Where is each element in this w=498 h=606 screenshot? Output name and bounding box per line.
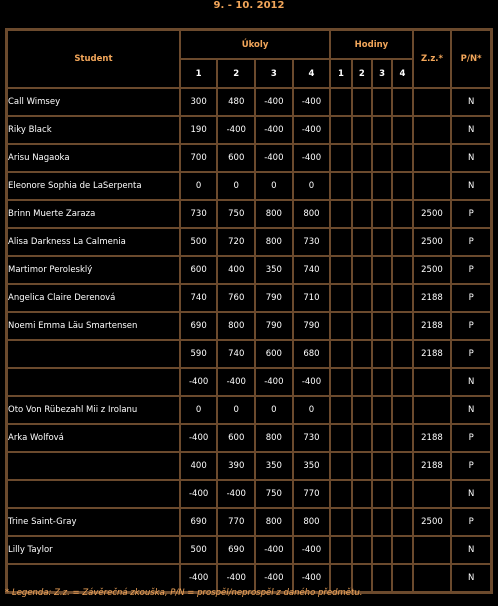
final-exam-cell: 2188 xyxy=(413,284,452,312)
ukol-score-cell: -400 xyxy=(293,536,331,564)
hodina-cell xyxy=(352,172,372,200)
ukol-score-cell: 500 xyxy=(180,536,218,564)
ukol-score-cell: 770 xyxy=(217,508,255,536)
hodina-cell xyxy=(372,480,392,508)
hodina-cell xyxy=(372,508,392,536)
hodina-cell xyxy=(330,312,351,340)
hodina-cell xyxy=(392,452,412,480)
hodina-cell xyxy=(330,480,351,508)
ukol-score-cell: 700 xyxy=(180,144,218,172)
ukol-score-cell: 730 xyxy=(293,228,331,256)
hodina-cell xyxy=(392,396,412,424)
ukol-score-cell: 790 xyxy=(293,312,331,340)
ukol-score-cell: -400 xyxy=(180,424,218,452)
ukol-score-cell: 750 xyxy=(255,480,293,508)
table-row xyxy=(7,452,491,480)
student-name-cell: Arka Wolfová xyxy=(7,424,180,452)
hodina-cell xyxy=(352,144,372,172)
ukol-score-cell: 300 xyxy=(180,88,218,116)
ukol-score-cell: 730 xyxy=(293,424,331,452)
legend-note: * Legenda: Z.z. = Závěrečná zkouška, P/N = prospěl/neprospěl z daného předmětu. xyxy=(5,588,363,598)
hodina-cell xyxy=(330,424,351,452)
hodina-cell xyxy=(392,564,412,592)
hodina-cell xyxy=(372,228,392,256)
ukol-score-cell: 680 xyxy=(293,340,331,368)
ukol-score-cell: -400 xyxy=(293,116,331,144)
hodina-cell xyxy=(352,256,372,284)
ukol-score-cell: 800 xyxy=(217,312,255,340)
ukol-score-cell: 600 xyxy=(255,340,293,368)
final-exam-cell xyxy=(413,368,452,396)
hodina-cell xyxy=(352,536,372,564)
final-exam-cell: 2188 xyxy=(413,452,452,480)
ukol-score-cell: 740 xyxy=(293,256,331,284)
student-name-cell xyxy=(7,452,180,480)
ukol-score-cell: 800 xyxy=(255,424,293,452)
ukol-score-cell: 740 xyxy=(217,340,255,368)
table-row xyxy=(7,228,491,256)
ukol-score-cell: -400 xyxy=(217,564,255,592)
final-exam-cell xyxy=(413,564,452,592)
hodina-cell xyxy=(352,368,372,396)
ukol-score-cell: 750 xyxy=(217,200,255,228)
ukol-score-cell: 0 xyxy=(217,172,255,200)
hodina-cell xyxy=(392,424,412,452)
hodina-cell xyxy=(330,228,351,256)
ukol-score-cell: 690 xyxy=(180,508,218,536)
ukol-score-cell: 390 xyxy=(217,452,255,480)
ukol-score-cell: 720 xyxy=(217,228,255,256)
ukol-score-cell: -400 xyxy=(255,88,293,116)
table-row xyxy=(7,172,491,200)
ukol-score-cell: 600 xyxy=(217,144,255,172)
ukoly-subheader: 1 xyxy=(180,59,218,88)
hodiny-subheader: 4 xyxy=(392,59,412,88)
ukol-score-cell: -400 xyxy=(255,536,293,564)
hodina-cell xyxy=(330,144,351,172)
hodina-cell xyxy=(330,396,351,424)
hodina-cell xyxy=(352,424,372,452)
hodina-cell xyxy=(352,228,372,256)
hodina-cell xyxy=(352,340,372,368)
hodina-cell xyxy=(372,116,392,144)
ukol-score-cell: 800 xyxy=(293,508,331,536)
final-exam-cell xyxy=(413,172,452,200)
pass-fail-cell: P xyxy=(451,424,491,452)
ukol-score-cell: 770 xyxy=(293,480,331,508)
table-row xyxy=(7,368,491,396)
ukol-score-cell: 760 xyxy=(217,284,255,312)
ukol-score-cell: 800 xyxy=(255,508,293,536)
student-name-cell: Riky Black xyxy=(7,116,180,144)
final-exam-cell: 2500 xyxy=(413,228,452,256)
pn-header: P/N* xyxy=(451,30,491,88)
ukol-score-cell: 790 xyxy=(255,312,293,340)
ukol-score-cell: 800 xyxy=(255,200,293,228)
hodina-cell xyxy=(392,144,412,172)
ukol-score-cell: 350 xyxy=(255,256,293,284)
hodina-cell xyxy=(392,536,412,564)
hodina-cell xyxy=(392,368,412,396)
student-name-cell: Call Wimsey xyxy=(7,88,180,116)
pass-fail-cell: P xyxy=(451,452,491,480)
hodiny-header: Hodiny xyxy=(330,30,412,59)
pass-fail-cell: N xyxy=(451,116,491,144)
hodina-cell xyxy=(352,88,372,116)
hodina-cell xyxy=(372,424,392,452)
hodina-cell xyxy=(330,116,351,144)
hodina-cell xyxy=(392,508,412,536)
hodina-cell xyxy=(352,452,372,480)
ukol-score-cell: 400 xyxy=(180,452,218,480)
table-row xyxy=(7,144,491,172)
ukol-score-cell: -400 xyxy=(255,116,293,144)
table-row xyxy=(7,284,491,312)
ukol-score-cell: -400 xyxy=(293,368,331,396)
ukol-score-cell: 0 xyxy=(293,396,331,424)
student-name-cell: Trine Saint-Gray xyxy=(7,508,180,536)
hodiny-subheader: 1 xyxy=(330,59,351,88)
ukol-score-cell: 0 xyxy=(293,172,331,200)
ukol-score-cell: 480 xyxy=(217,88,255,116)
hodiny-subheader: 3 xyxy=(372,59,392,88)
ukol-score-cell: -400 xyxy=(293,88,331,116)
ukoly-subheader: 2 xyxy=(217,59,255,88)
ukol-score-cell: 730 xyxy=(180,200,218,228)
hodina-cell xyxy=(392,228,412,256)
ukol-score-cell: -400 xyxy=(293,564,331,592)
grades-table xyxy=(5,28,493,594)
ukol-score-cell: 350 xyxy=(255,452,293,480)
ukoly-subheader: 3 xyxy=(255,59,293,88)
hodina-cell xyxy=(330,340,351,368)
hodina-cell xyxy=(330,368,351,396)
hodina-cell xyxy=(392,480,412,508)
student-name-cell: Angelica Claire Derenová xyxy=(7,284,180,312)
hodina-cell xyxy=(330,452,351,480)
hodina-cell xyxy=(372,340,392,368)
hodina-cell xyxy=(352,480,372,508)
table-row xyxy=(7,536,491,564)
hodina-cell xyxy=(352,284,372,312)
ukol-score-cell: 0 xyxy=(217,396,255,424)
final-exam-cell xyxy=(413,536,452,564)
pass-fail-cell: N xyxy=(451,88,491,116)
student-name-cell: Brinn Muerte Zaraza xyxy=(7,200,180,228)
table-row xyxy=(7,116,491,144)
ukol-score-cell: 600 xyxy=(217,424,255,452)
final-exam-cell xyxy=(413,480,452,508)
table-row xyxy=(7,396,491,424)
hodina-cell xyxy=(392,312,412,340)
ukol-score-cell: -400 xyxy=(255,144,293,172)
table-row xyxy=(7,312,491,340)
ukol-score-cell: 0 xyxy=(255,396,293,424)
ukol-score-cell: 600 xyxy=(180,256,218,284)
hodina-cell xyxy=(372,452,392,480)
hodina-cell xyxy=(372,88,392,116)
final-exam-cell xyxy=(413,116,452,144)
pass-fail-cell: P xyxy=(451,228,491,256)
hodina-cell xyxy=(372,396,392,424)
ukol-score-cell: -400 xyxy=(217,116,255,144)
table-row xyxy=(7,256,491,284)
table-row xyxy=(7,340,491,368)
ukol-score-cell: -400 xyxy=(180,480,218,508)
hodina-cell xyxy=(372,368,392,396)
ukol-score-cell: 0 xyxy=(180,172,218,200)
pass-fail-cell: N xyxy=(451,536,491,564)
student-name-cell xyxy=(7,340,180,368)
table-row xyxy=(7,88,491,116)
hodina-cell xyxy=(330,284,351,312)
hodina-cell xyxy=(352,396,372,424)
pass-fail-cell: P xyxy=(451,508,491,536)
student-name-cell xyxy=(7,480,180,508)
final-exam-cell: 2500 xyxy=(413,256,452,284)
zz-header: Z.z.* xyxy=(413,30,452,88)
student-name-cell: Martimor Perolesklý xyxy=(7,256,180,284)
hodina-cell xyxy=(330,256,351,284)
final-exam-cell xyxy=(413,88,452,116)
hodina-cell xyxy=(392,172,412,200)
pass-fail-cell: P xyxy=(451,312,491,340)
hodina-cell xyxy=(352,312,372,340)
student-name-cell: Oto Von Rübezahl Mii z Irolanu xyxy=(7,396,180,424)
hodina-cell xyxy=(372,536,392,564)
pass-fail-cell: P xyxy=(451,340,491,368)
ukol-score-cell: 800 xyxy=(293,200,331,228)
hodina-cell xyxy=(392,284,412,312)
hodina-cell xyxy=(352,116,372,144)
student-header: Student xyxy=(7,30,180,88)
ukol-score-cell: 710 xyxy=(293,284,331,312)
hodina-cell xyxy=(372,312,392,340)
ukol-score-cell: -400 xyxy=(255,564,293,592)
ukoly-header: Úkoly xyxy=(180,30,330,59)
ukoly-subheader: 4 xyxy=(293,59,331,88)
hodina-cell xyxy=(372,284,392,312)
pass-fail-cell: P xyxy=(451,284,491,312)
final-exam-cell xyxy=(413,396,452,424)
ukol-score-cell: -400 xyxy=(180,564,218,592)
pass-fail-cell: N xyxy=(451,368,491,396)
student-name-cell: Alisa Darkness La Calmenia xyxy=(7,228,180,256)
hodina-cell xyxy=(330,200,351,228)
ukol-score-cell: 400 xyxy=(217,256,255,284)
table-row xyxy=(7,424,491,452)
hodina-cell xyxy=(330,536,351,564)
hodina-cell xyxy=(392,116,412,144)
final-exam-cell: 2500 xyxy=(413,200,452,228)
ukol-score-cell: -400 xyxy=(293,144,331,172)
hodina-cell xyxy=(352,200,372,228)
final-exam-cell: 2500 xyxy=(413,508,452,536)
hodiny-subheader: 2 xyxy=(352,59,372,88)
ukol-score-cell: 590 xyxy=(180,340,218,368)
ukol-score-cell: 500 xyxy=(180,228,218,256)
hodina-cell xyxy=(352,508,372,536)
table-row xyxy=(7,200,491,228)
ukol-score-cell: 790 xyxy=(255,284,293,312)
pass-fail-cell: P xyxy=(451,256,491,284)
hodina-cell xyxy=(392,256,412,284)
grade-rows xyxy=(7,88,491,592)
final-exam-cell: 2188 xyxy=(413,312,452,340)
ukol-score-cell: -400 xyxy=(180,368,218,396)
hodina-cell xyxy=(392,340,412,368)
ukol-score-cell: -400 xyxy=(255,368,293,396)
hodina-cell xyxy=(392,88,412,116)
ukol-score-cell: 690 xyxy=(180,312,218,340)
student-name-cell: Noemi Emma Läu Smartensen xyxy=(7,312,180,340)
hodina-cell xyxy=(372,256,392,284)
hodina-cell xyxy=(392,200,412,228)
student-name-cell: Lilly Taylor xyxy=(7,536,180,564)
student-name-cell: Eleonore Sophia de LaSerpenta xyxy=(7,172,180,200)
ukol-score-cell: -400 xyxy=(217,368,255,396)
ukol-score-cell: 0 xyxy=(180,396,218,424)
pass-fail-cell: N xyxy=(451,172,491,200)
final-exam-cell xyxy=(413,144,452,172)
ukol-score-cell: 190 xyxy=(180,116,218,144)
student-name-cell xyxy=(7,368,180,396)
hodina-cell xyxy=(372,144,392,172)
hodina-cell xyxy=(372,564,392,592)
hodina-cell xyxy=(372,172,392,200)
hodina-cell xyxy=(372,200,392,228)
hodina-cell xyxy=(330,172,351,200)
pass-fail-cell: N xyxy=(451,564,491,592)
pass-fail-cell: N xyxy=(451,480,491,508)
final-exam-cell: 2188 xyxy=(413,340,452,368)
final-exam-cell: 2188 xyxy=(413,424,452,452)
ukol-score-cell: 690 xyxy=(217,536,255,564)
hodina-cell xyxy=(330,508,351,536)
table-row xyxy=(7,508,491,536)
hodina-cell xyxy=(330,88,351,116)
ukol-score-cell: 0 xyxy=(255,172,293,200)
ukol-score-cell: 740 xyxy=(180,284,218,312)
pass-fail-cell: N xyxy=(451,396,491,424)
ukol-score-cell: -400 xyxy=(217,480,255,508)
student-name-cell: Arisu Nagaoka xyxy=(7,144,180,172)
ukol-score-cell: 350 xyxy=(293,452,331,480)
table-row xyxy=(7,480,491,508)
pass-fail-cell: N xyxy=(451,144,491,172)
ukol-score-cell: 800 xyxy=(255,228,293,256)
pass-fail-cell: P xyxy=(451,200,491,228)
date-heading: 9. - 10. 2012 xyxy=(213,0,285,11)
